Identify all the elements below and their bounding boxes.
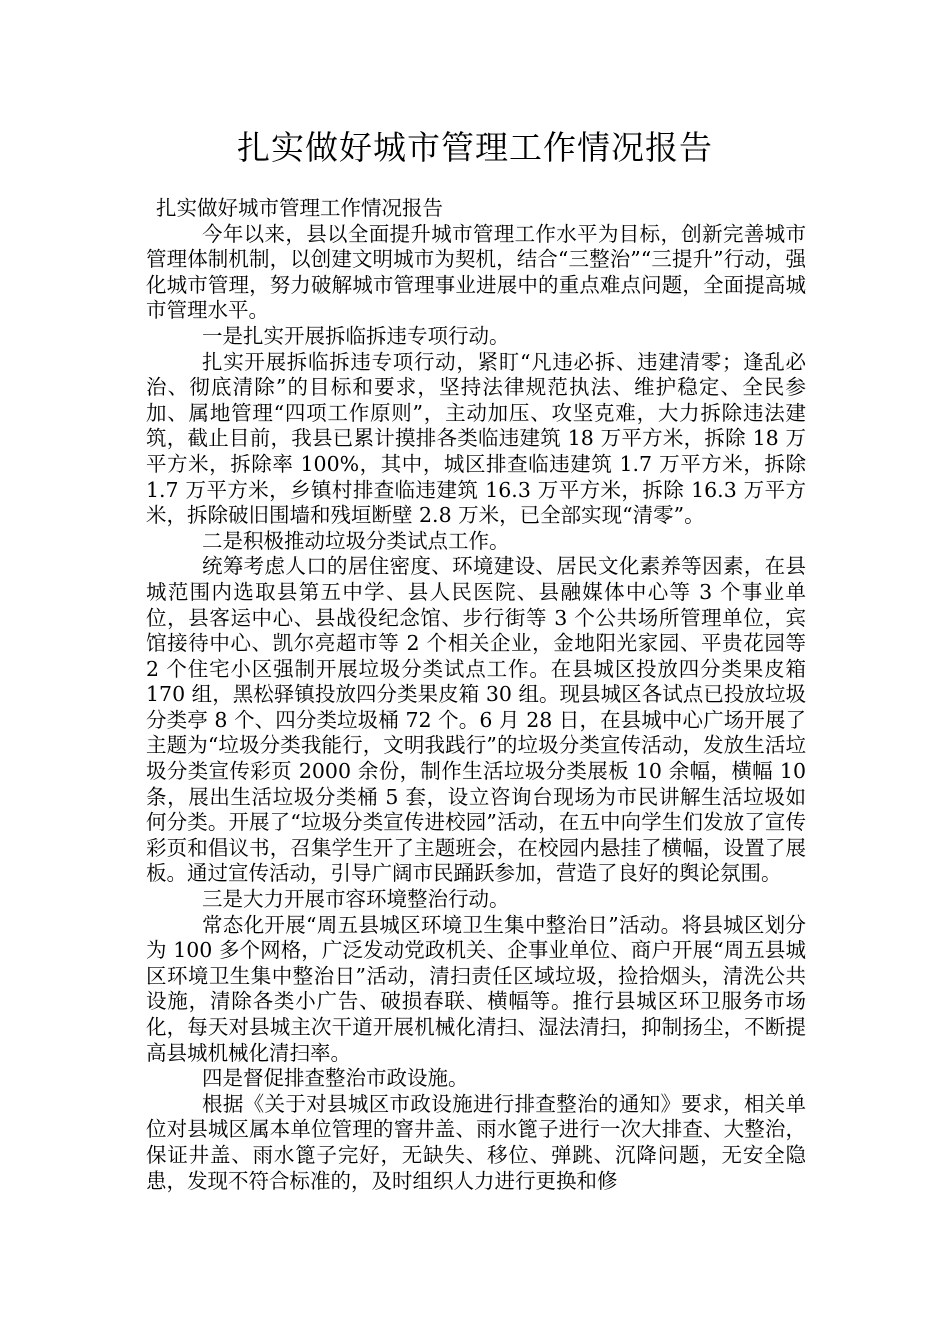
section-heading-2: 二是积极推动垃圾分类试点工作。	[202, 528, 510, 553]
section-paragraph-2: 统筹考虑人口的居住密度、环境建设、居民文化素养等因素，在县城范围内选取县第五中学、县人民医院、县融媒体中心等 3 个事业单位，县客运中心、县战役纪念馆、步行街等 3 个公共场所管理单位，宾馆接待中心、凯尔亮超市等 2 个相关企业，金地阳光家园、平贵花园等 2 个住宅小区强制开展垃圾分类试点工作。在县城区投放四分类果皮箱 170 组，黑松驿镇投放四分类果皮箱 30 组。现县城区各试点已投放垃圾分类亭 8 个、四分类垃圾桶 72 个。6 月 28 日，在县城中心广场开展了主题为“垃圾分类我能行，文明我践行”的垃圾分类宣传活动，发放生活垃圾分类宣传彩页 2000 余份，制作生活垃圾分类展板 10 余幅，横幅 10 条，展出生活垃圾分类桶 5 套，设立咨询台现场为市民讲解生活垃圾如何分类。开展了“垃圾分类宣传进校园”活动，在五中向学生们发放了宣传彩页和倡议书，召集学生开了主题班会，在校园内悬挂了横幅，设置了展板。通过宣传活动，引导广阔市民踊跃参加，营造了良好的舆论氛围。	[146, 554, 806, 886]
section-heading-3: 三是大力开展市容环境整治行动。	[202, 887, 510, 912]
section-heading-1: 一是扎实开展拆临拆违专项行动。	[202, 323, 510, 348]
document-title: 扎实做好城市管理工作情况报告	[237, 128, 713, 167]
document-subtitle: 扎实做好城市管理工作情况报告	[156, 196, 443, 220]
intro-paragraph: 今年以来，县以全面提升城市管理工作水平为目标，创新完善城市管理体制机制，以创建文明城市为契机，结合“三整治”“三提升”行动，强化城市管理，努力破解城市管理事业进展中的重点难点问题，全面提高城市管理水平。	[146, 221, 806, 323]
document-body	[146, 196, 806, 1194]
section-paragraph-3: 常态化开展“周五县城区环境卫生集中整治日”活动。将县城区划分为 100 多个网格，广泛发动党政机关、企事业单位、商户开展“周五县城区环境卫生集中整治日”活动，清扫责任区域垃圾，捡拾烟头，清洗公共设施，清除各类小广告、破损春联、横幅等。推行县城区环卫服务市场化，每天对县城主次干道开展机械化清扫、湿法清扫，抑制扬尘，不断提高县城机械化清扫率。	[146, 912, 806, 1065]
section-heading-4: 四是督促排查整治市政设施。	[202, 1066, 469, 1091]
section-paragraph-1: 扎实开展拆临拆违专项行动，紧盯“凡违必拆、违建清零；逢乱必治、彻底清除”的目标和要求，坚持法律规范执法、维护稳定、全民参加、属地管理“四项工作原则”，主动加压、攻坚克难，大力拆除违法建筑，截止目前，我县已累计摸排各类临违建筑 18 万平方米，拆除 18 万平方米，拆除率 100%，其中，城区排查临违建筑 1.7 万平方米，拆除 1.7 万平方米，乡镇村排查临违建筑 16.3 万平方米，拆除 16.3 万平方米，拆除破旧围墙和残垣断壁 2.8 万米，已全部实现“清零”。	[146, 349, 806, 528]
section-paragraph-4: 根据《关于对县城区市政设施进行排查整治的通知》要求，相关单位对县城区属本单位管理的窨井盖、雨水篦子进行一次大排查、大整治，保证井盖、雨水篦子完好，无缺失、移位、弹跳、沉降问题，无安全隐患，发现不符合标准的，及时组织人力进行更换和修	[146, 1091, 806, 1193]
